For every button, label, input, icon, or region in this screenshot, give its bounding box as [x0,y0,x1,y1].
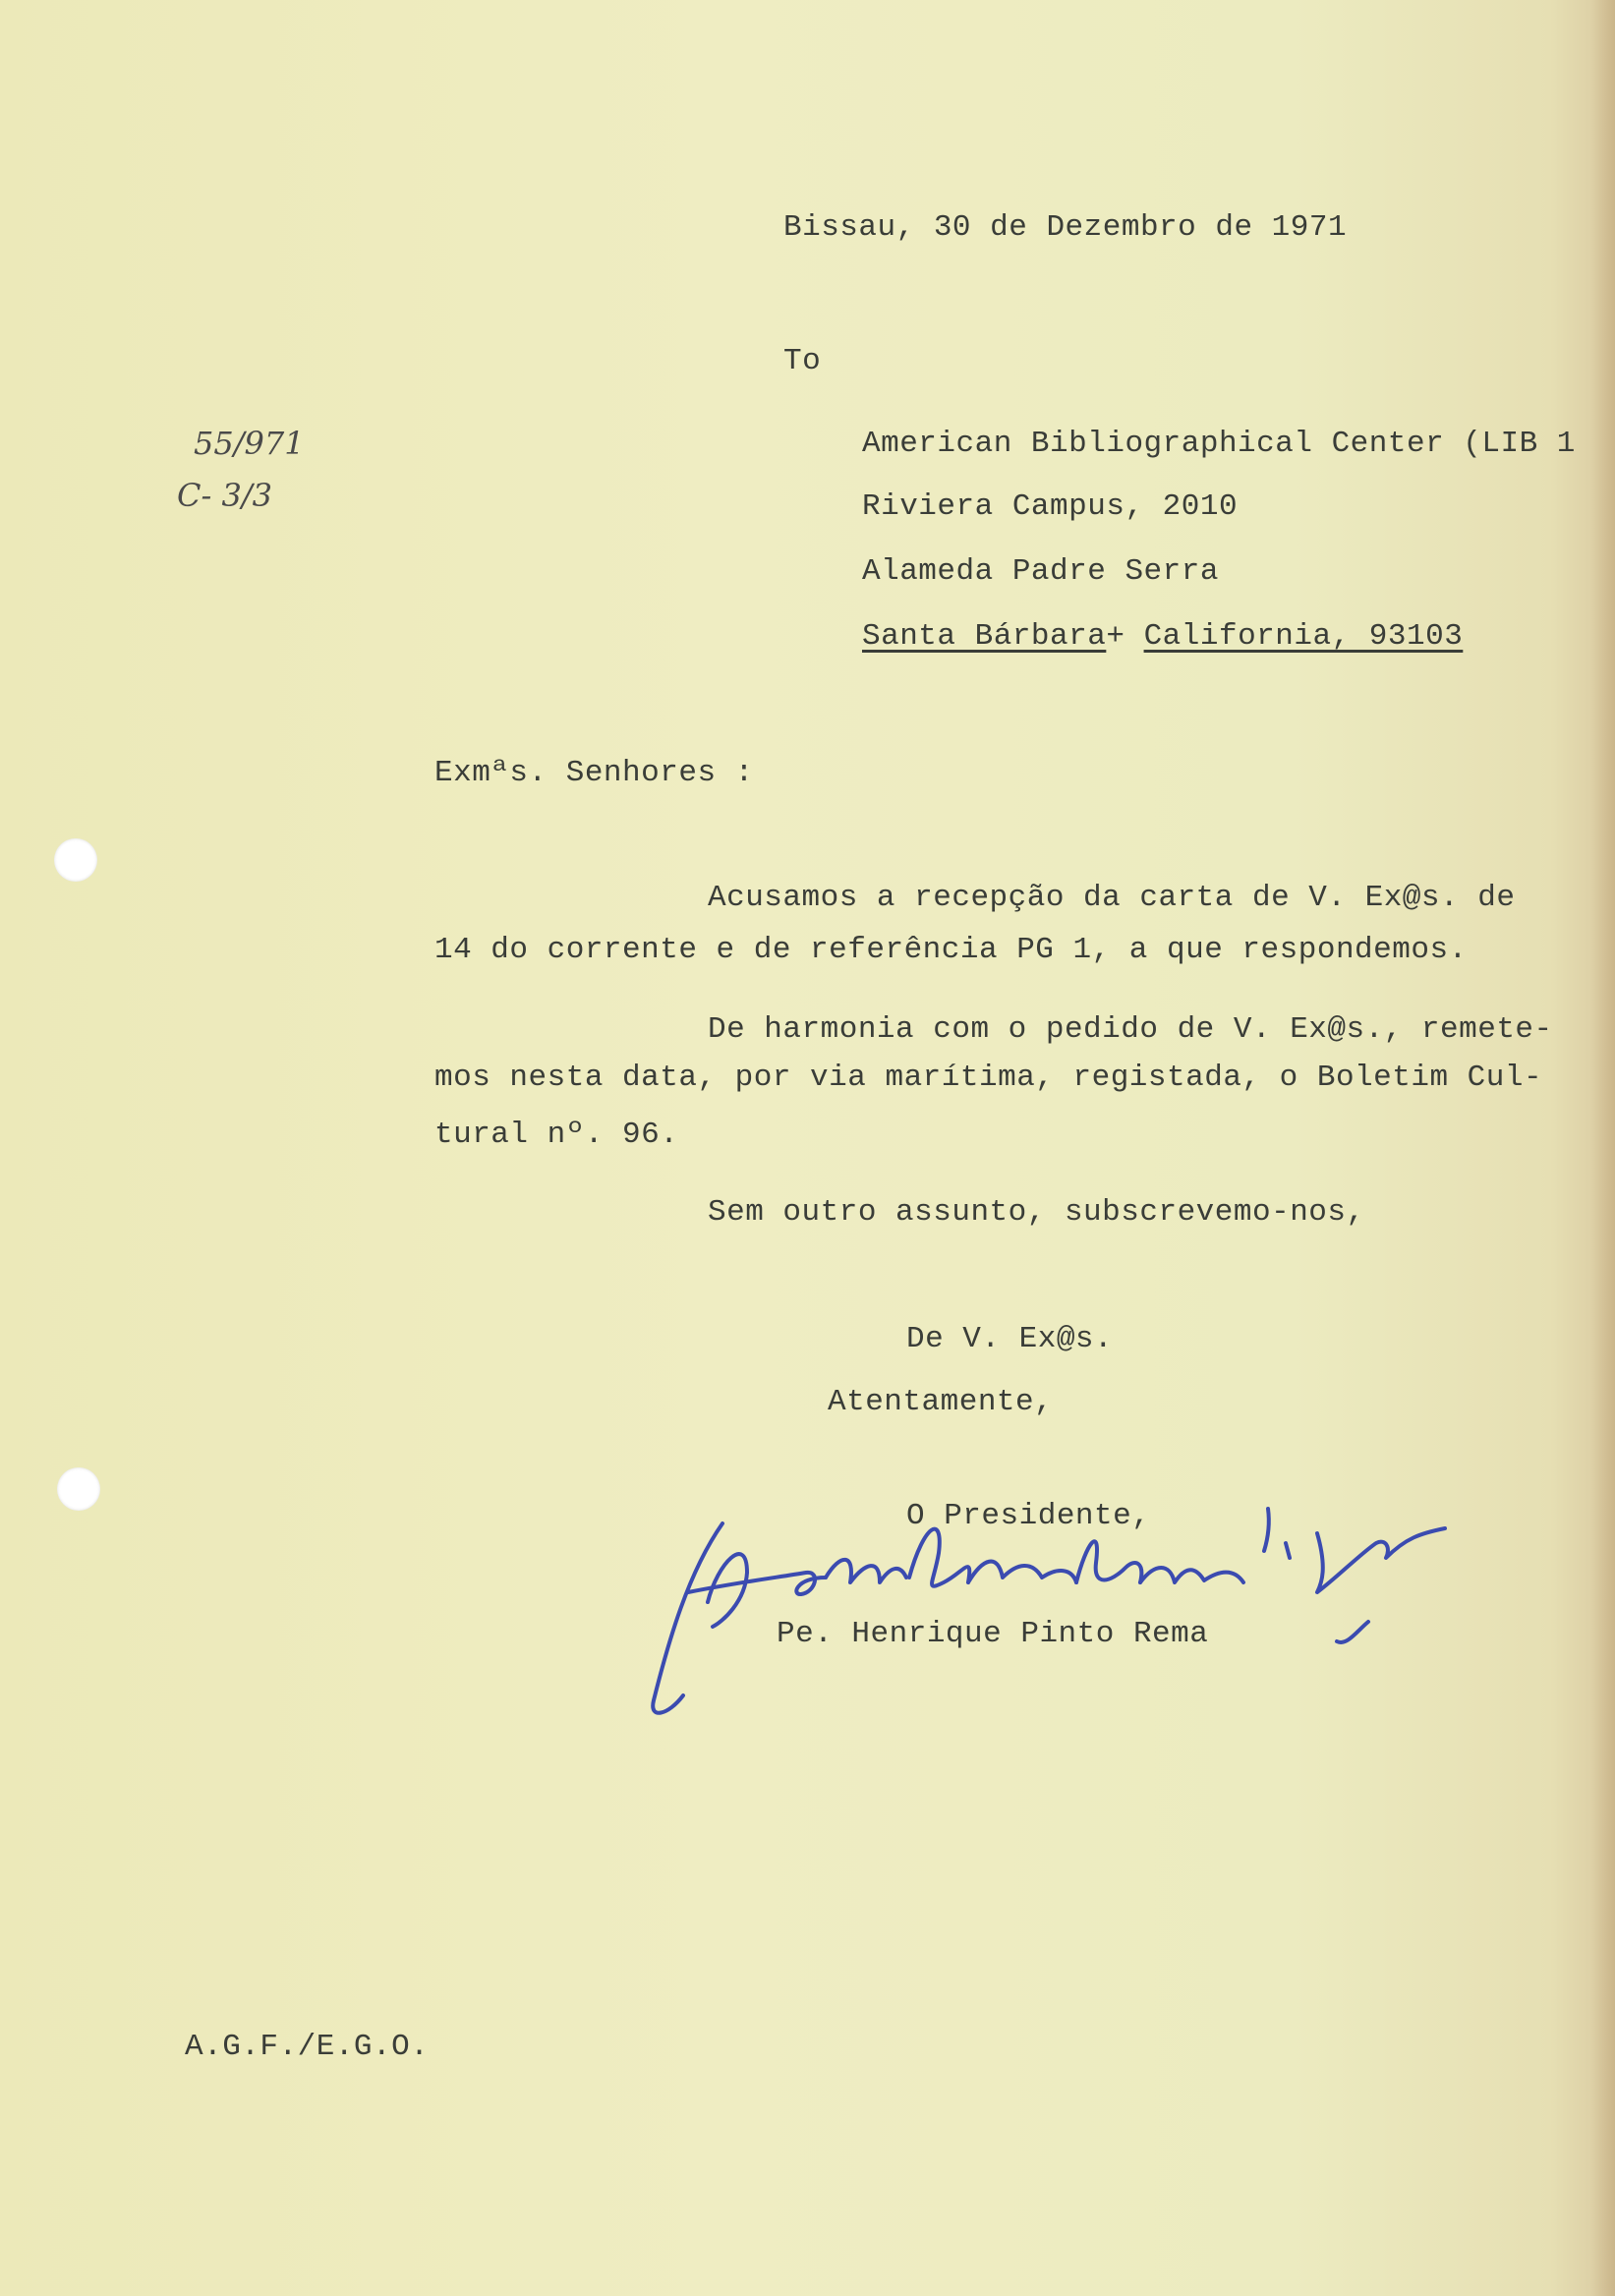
body-p3-line1: Sem outro assunto, subscrevemo-nos, [708,1195,1365,1230]
address-line-3: Alameda Padre Serra [862,554,1219,589]
salutation: Exmªs. Senhores : [434,756,754,790]
reference-file: C- 3/3 [177,477,272,514]
handwritten-signature [629,1484,1514,1730]
page-edge-shadow [1591,0,1615,2296]
punch-hole-bottom [57,1467,100,1511]
address-line-4 [862,621,1463,652]
address-separator: + [1106,619,1125,654]
signatory-title: O Presidente, [906,1499,1151,1533]
to-label: To [783,344,822,378]
punch-hole-top [54,838,97,882]
address-line-1: American Bibliographical Center (LIB 1 [862,427,1576,461]
address-state-zip: California, 93103 [1143,619,1464,654]
closing-line-2: Atentamente, [828,1385,1054,1419]
body-p1-line1: Acusamos a recepção da carta de V. Ex@s. de [708,881,1516,915]
signatory-name: Pe. Henrique Pinto Rema [777,1617,1209,1651]
typist-initials: A.G.F./E.G.O. [185,2030,430,2064]
reference-number: 55/971 [194,425,305,462]
body-p2-line2: mos nesta data, por via marítima, registada, o Boletim Cul- [434,1061,1543,1095]
date-line: Bissau, 30 de Dezembro de 1971 [783,210,1348,245]
address-city: Santa Bárbara [862,619,1107,654]
body-p2-line3: tural nº. 96. [434,1118,679,1152]
address-line-2: Riviera Campus, 2010 [862,489,1239,524]
closing-line-1: De V. Ex@s. [906,1322,1114,1356]
body-p1-line2: 14 do corrente e de referência PG 1, a que respondemos. [434,933,1468,967]
body-p2-line1: De harmonia com o pedido de V. Ex@s., remete- [708,1012,1553,1047]
